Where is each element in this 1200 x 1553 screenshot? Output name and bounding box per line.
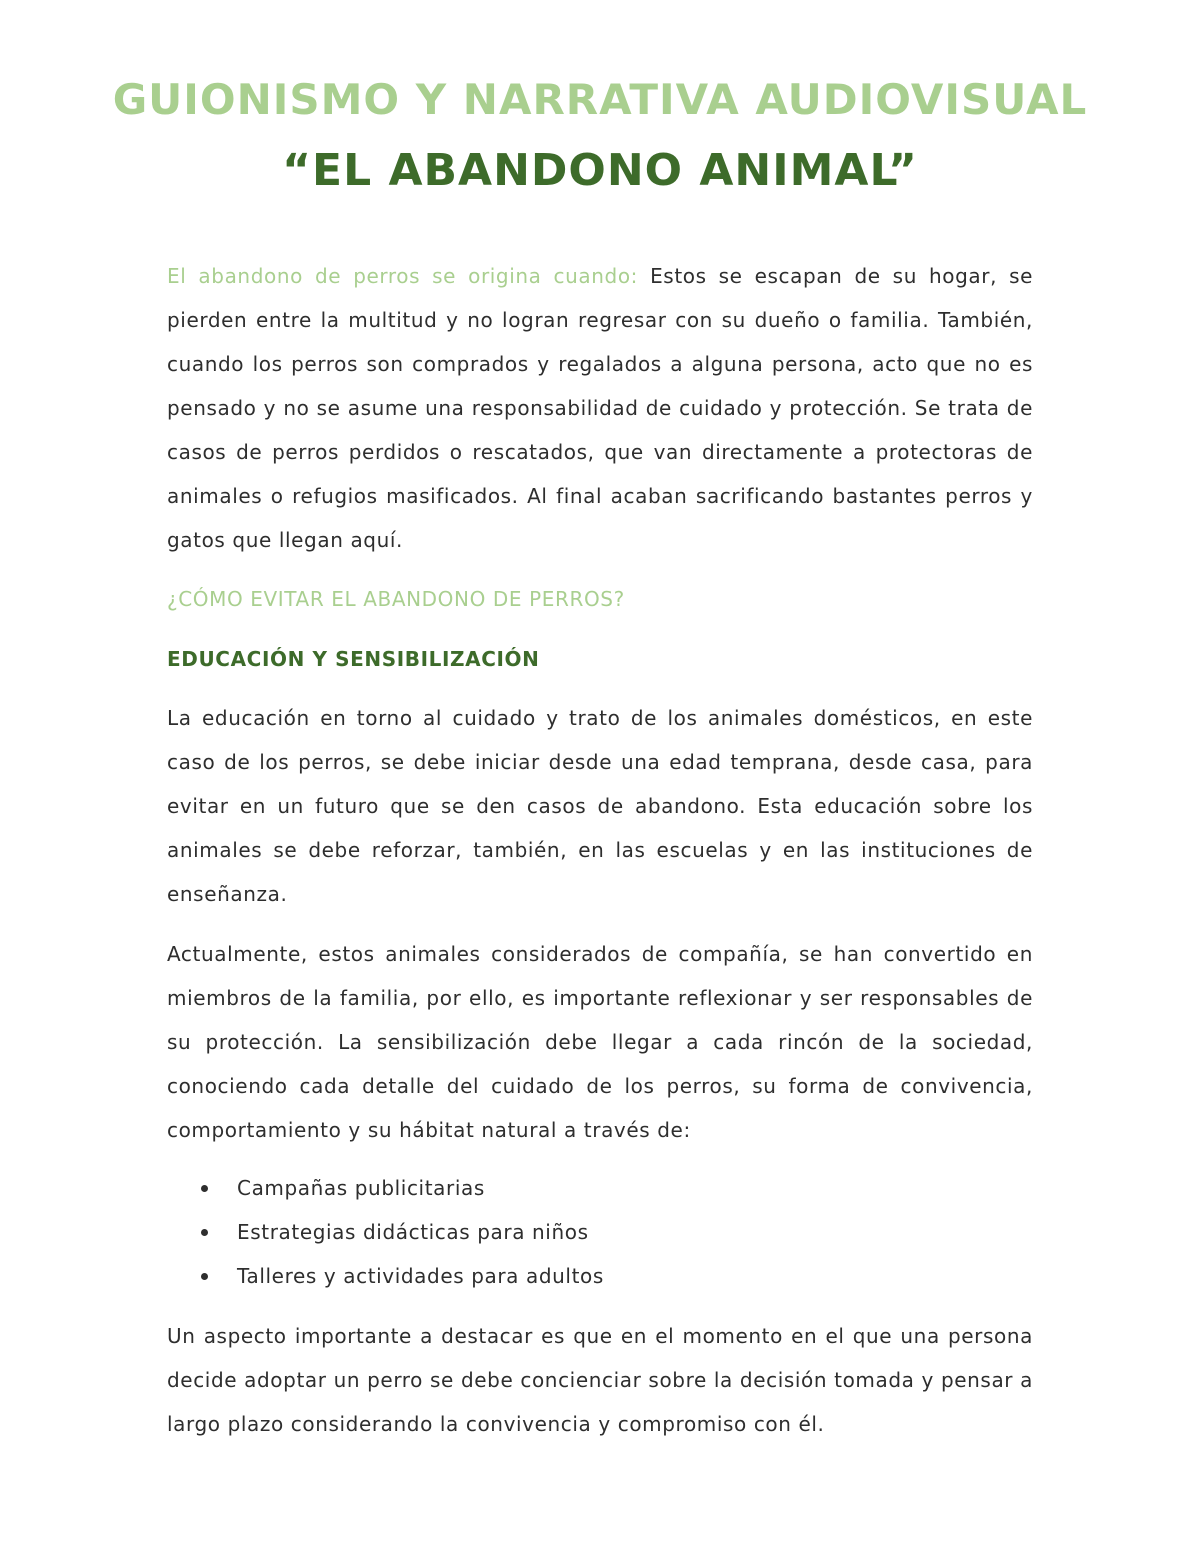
list-item [167, 1166, 1033, 1210]
list-item-text: Campañas publicitarias [237, 1176, 485, 1200]
list-item [167, 1254, 1033, 1298]
document-title: GUIONISMO Y NARRATIVA AUDIOVISUAL [112, 75, 1088, 124]
bullet-icon [201, 1273, 208, 1280]
document-body [167, 254, 1033, 1446]
bullet-icon [201, 1229, 208, 1236]
intro-paragraph [167, 254, 1033, 562]
adoption-paragraph: Un aspecto importante a destacar es que en el momento en el que una persona decide adoptar un perro se debe concienciar sobre la decisión tomada y pensar a largo plazo considerando la convivencia y compromiso con él. [167, 1324, 1033, 1436]
awareness-paragraph: Actualmente, estos animales considerados de compañía, se han convertido en miembros de la familia, por ello, es importante reflexionar y ser responsables de su protección. La sensibilización debe llegar a cada rincón de la sociedad, conociendo cada detalle del cuidado de los perros, su forma de convivencia, comportamiento y su hábitat natural a través de: [167, 942, 1033, 1142]
bullet-icon [201, 1185, 208, 1192]
list-item-text: Talleres y actividades para adultos [237, 1264, 604, 1288]
intro-text: Estos se escapan de su hogar, se pierden entre la multitud y no logran regresar con su dueño o familia. También, cuando los perros son comprados y regalados a alguna persona, acto que no es pensado y no se asume una responsabilidad de cuidado y protección. Se trata de casos de perros perdidos o rescatados, que van directamente a protectoras de animales o refugios masificados. Al final acaban sacrificando bastantes perros y gatos que llegan aquí. [167, 264, 1034, 552]
education-paragraph: La educación en torno al cuidado y trato de los animales domésticos, en este caso de los perros, se debe iniciar desde una edad temprana, desde casa, para evitar en un futuro que se den casos de abandono. Esta educación sobre los animales se debe reforzar, también, en las escuelas y en las instituciones de enseñanza. [167, 706, 1033, 906]
document-subtitle: “EL ABANDONO ANIMAL” [282, 145, 918, 196]
intro-lead: El abandono de perros se origina cuando: [167, 264, 639, 288]
list-item-text: Estrategias didácticas para niños [237, 1220, 589, 1244]
question-heading: ¿CÓMO EVITAR EL ABANDONO DE PERROS? [167, 587, 625, 611]
section-heading: EDUCACIÓN Y SENSIBILIZACIÓN [167, 647, 540, 671]
bullet-list [167, 1166, 1033, 1298]
list-item [167, 1210, 1033, 1254]
